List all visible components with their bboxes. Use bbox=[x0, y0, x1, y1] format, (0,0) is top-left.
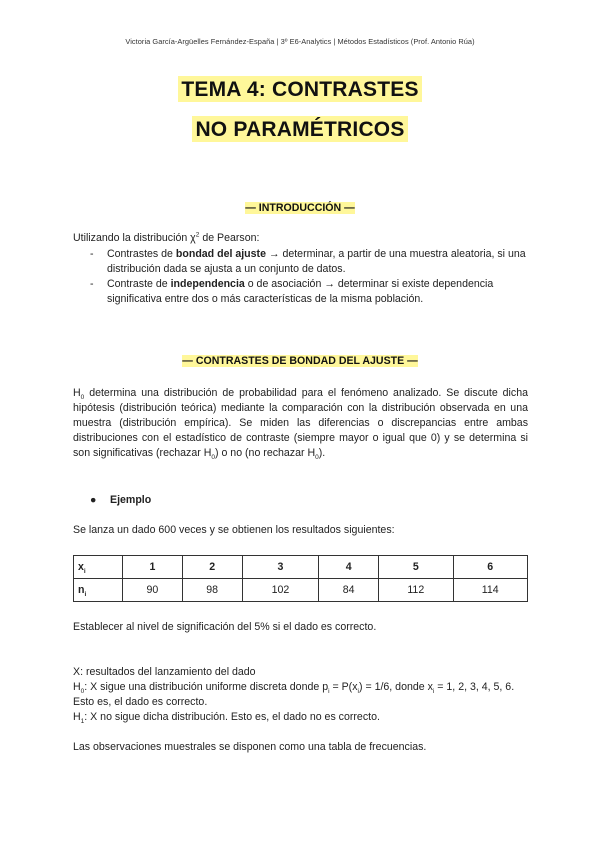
row-label-x: $x_i$ bbox=[74, 556, 123, 579]
x-definition: X: resultados del lanzamiento del dado bbox=[73, 666, 256, 678]
title-text-2: NO PARAMÉTRICOS bbox=[192, 116, 407, 142]
chi-superscript: 2 bbox=[195, 231, 200, 239]
table-row-x bbox=[74, 556, 528, 579]
row-label-n: $n_i$ bbox=[74, 579, 123, 602]
title-text-1: TEMA 4: CONTRASTES bbox=[178, 76, 421, 102]
bondad-paragraph: $H_0$ determina una distribución de probabilidad para el fenómeno analizado. Se discute dicha hipótesis (distribución teórica) mediante la comparación con la distribución observada en una muestra (distribución empírica). Se miden las diferencias o discrepancias entre ambas distribuciones con el estadístico de contraste (siempre mayor o igual que 0) y se determina si son significativas (rechazar $H_0$) o no (no rechazar $H_0$). bbox=[73, 387, 528, 462]
table-cell: 1 bbox=[123, 556, 183, 579]
page-header: Victoria García-Argüelles Fernández-España | 3º E6-Analytics | Métodos Estadísticos (Prof. Antonio Rúa) bbox=[125, 37, 475, 46]
intro-heading-text: — INTRODUCCIÓN — bbox=[245, 202, 355, 214]
table-cell: 84 bbox=[319, 579, 379, 602]
h0-esto-es: Esto es, el dado es correcto. bbox=[73, 696, 208, 708]
bondad-heading-text: — CONTRASTES DE BONDAD DEL AJUSTE — bbox=[182, 355, 418, 367]
table-cell: 114 bbox=[453, 579, 528, 602]
table-cell: 98 bbox=[182, 579, 242, 602]
h1-line: $H_1$: X no sigue dicha distribución. Esto es, el dado no es correcto. bbox=[73, 711, 380, 726]
table-row-n bbox=[74, 579, 528, 602]
intro-lead-b: de Pearson: bbox=[199, 232, 260, 244]
observaciones-text: Las observaciones muestrales se disponen como una tabla de frecuencias. bbox=[73, 741, 427, 753]
table-cell: 5 bbox=[379, 556, 453, 579]
intro-heading bbox=[0, 202, 600, 214]
h0-line: $H_0$: X sigue una distribución uniforme discreta donde $p_i = P(x_i) = 1/6$, donde $x_i = 1$, 2, 3, 4, 5, 6. bbox=[73, 681, 515, 696]
bondad-heading bbox=[0, 355, 600, 367]
table-cell: 90 bbox=[123, 579, 183, 602]
frequency-table bbox=[73, 555, 528, 602]
table-cell: 3 bbox=[242, 556, 319, 579]
table-cell: 6 bbox=[453, 556, 528, 579]
list-dash: - bbox=[90, 248, 94, 260]
bullet-dot-icon: ● bbox=[90, 494, 97, 506]
ejemplo-enunciado: Se lanza un dado 600 veces y se obtienen los resultados siguientes: bbox=[73, 524, 395, 536]
table-cell: 4 bbox=[319, 556, 379, 579]
intro-item-text: Contrastes de bondad del ajuste → determinar, a partir de una muestra aleatoria, si una distribución dada se ajusta a un conjunto de datos. bbox=[107, 248, 526, 275]
table-cell: 2 bbox=[182, 556, 242, 579]
title-line-1 bbox=[0, 78, 600, 102]
establecer-text: Establecer al nivel de significación del 5% si el dado es correcto. bbox=[73, 621, 377, 633]
table-cell: 112 bbox=[379, 579, 453, 602]
ejemplo-label: Ejemplo bbox=[110, 494, 152, 506]
table-cell: 102 bbox=[242, 579, 319, 602]
intro-item-text: Contraste de independencia o de asociación → determinar si existe dependencia significativa entre dos o más características de la misma población. bbox=[107, 278, 494, 305]
intro-lead-a: Utilizando la distribución χ bbox=[73, 232, 196, 244]
title-line-2 bbox=[0, 118, 600, 142]
intro-lead bbox=[73, 231, 259, 246]
list-dash: - bbox=[90, 278, 94, 290]
